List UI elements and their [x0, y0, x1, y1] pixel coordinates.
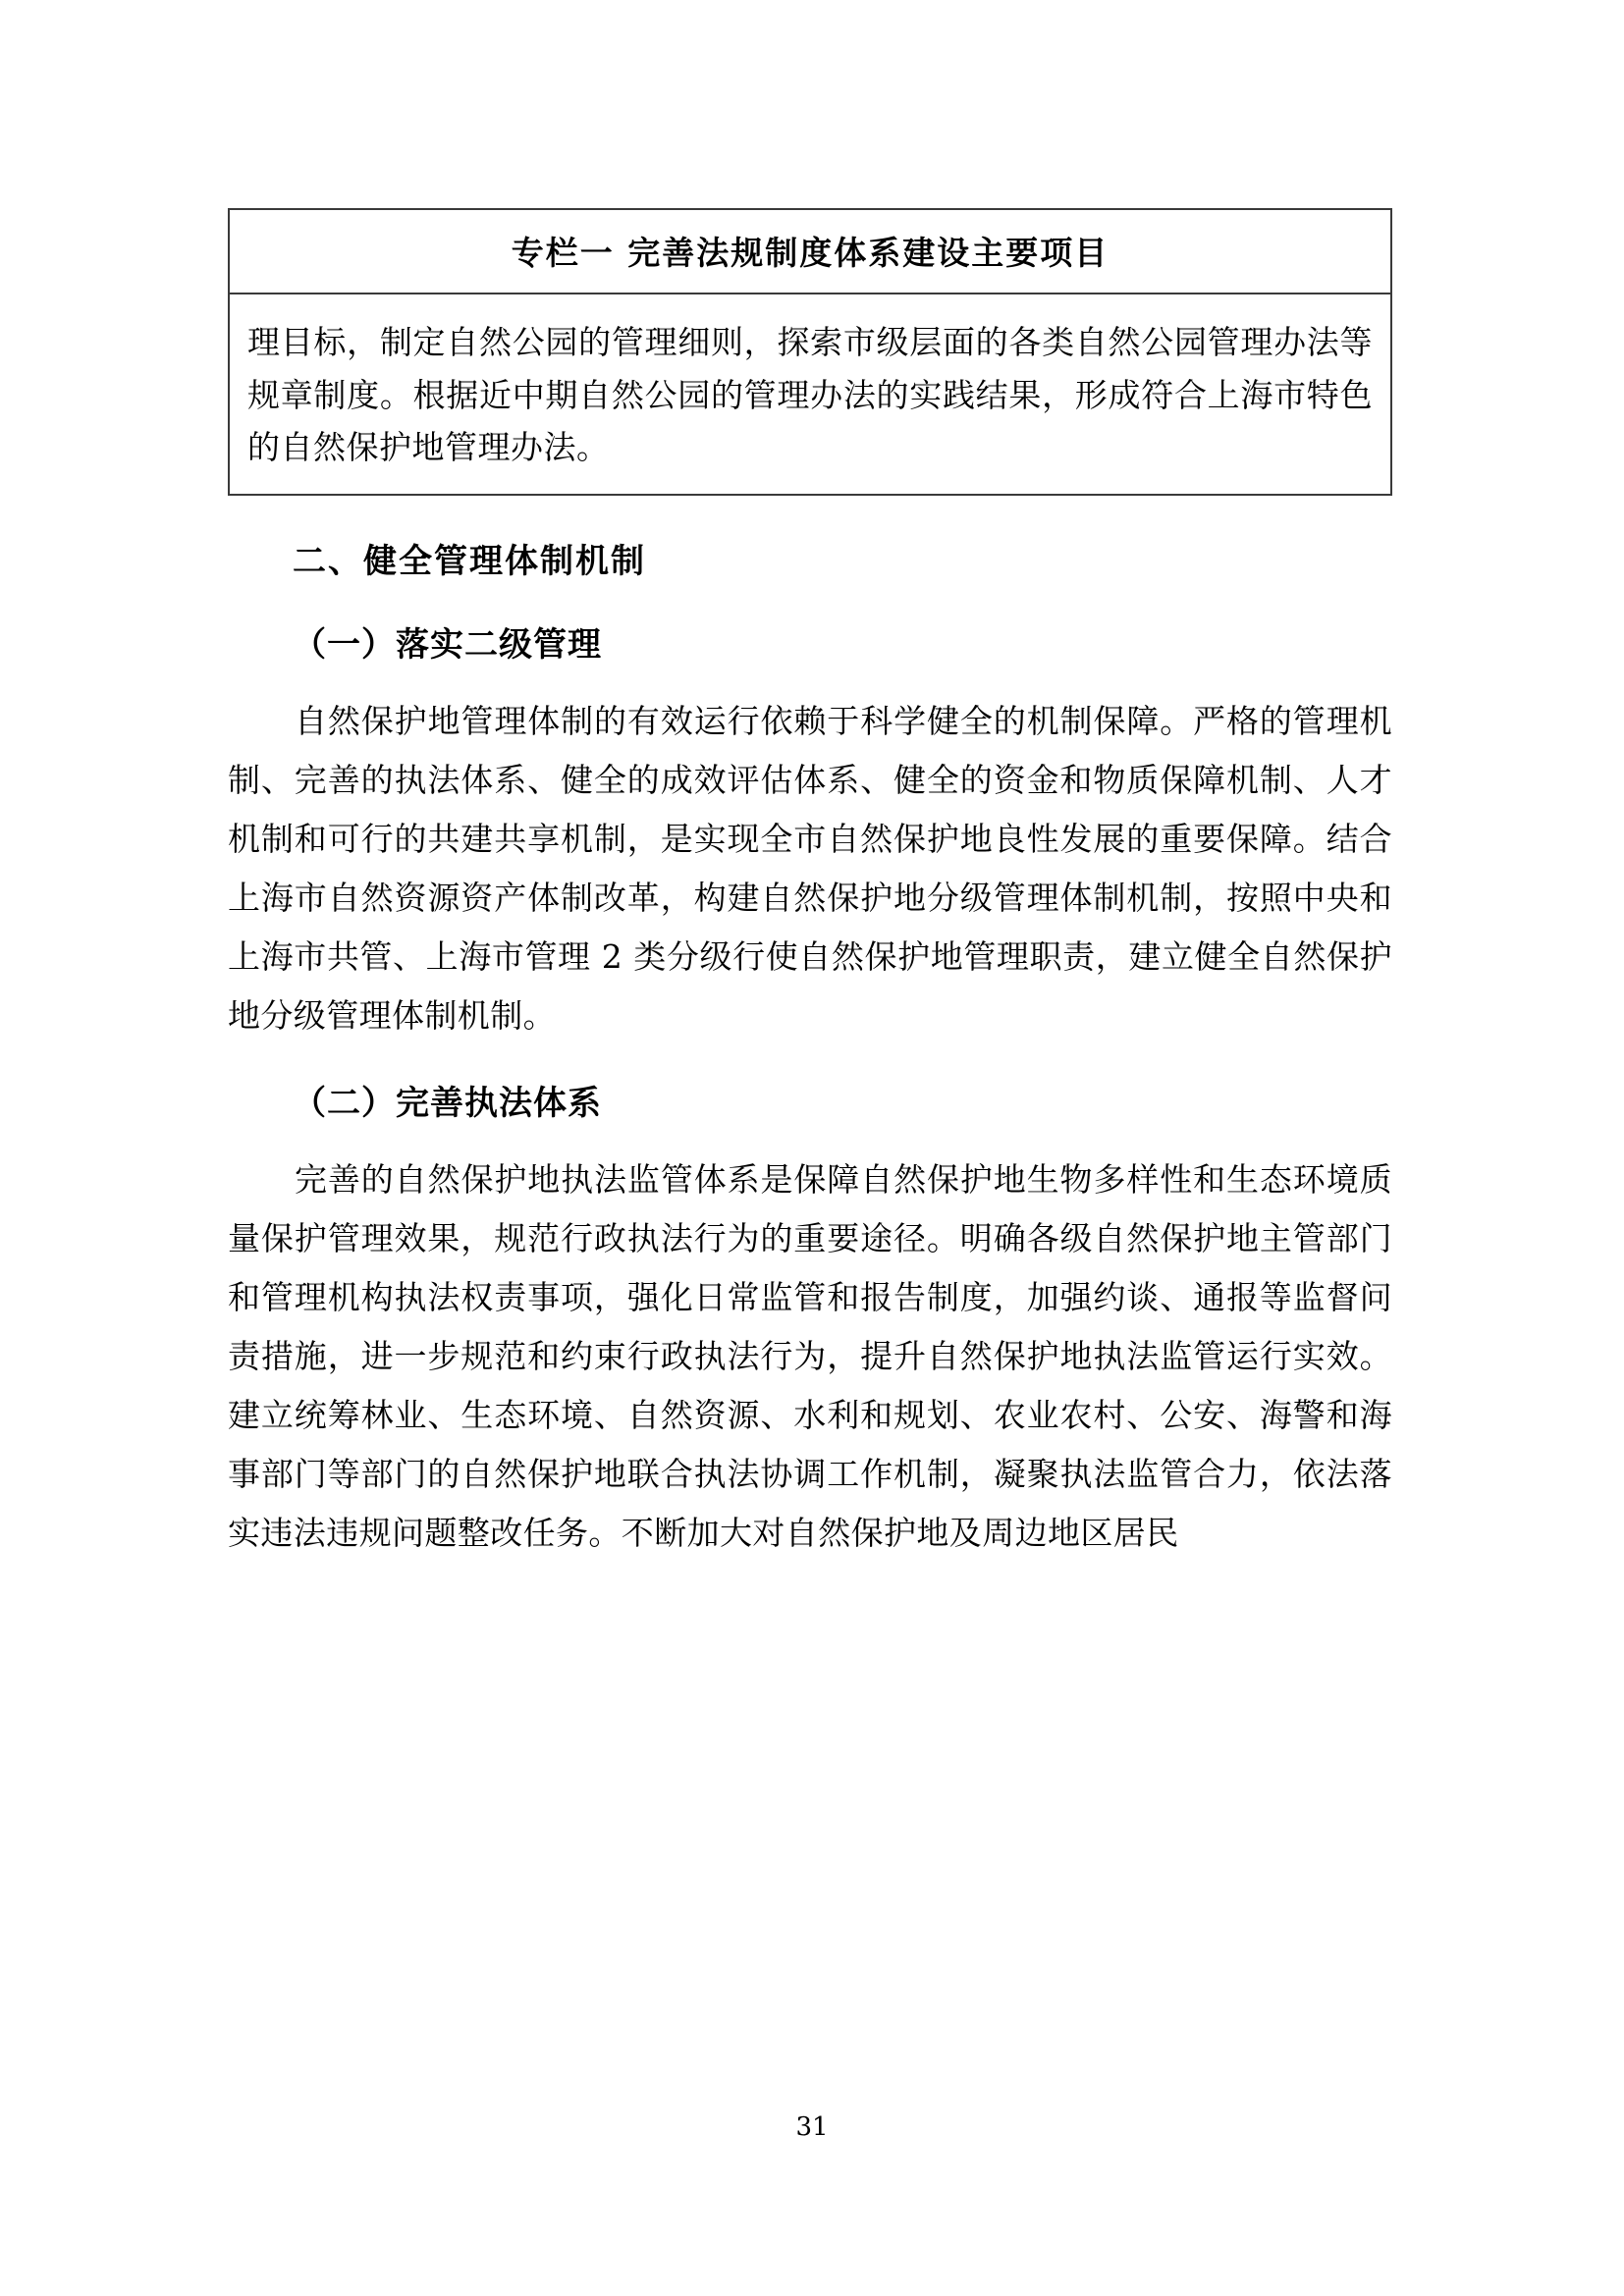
- callout-body: [230, 294, 1390, 493]
- subsection-2-paragraph-1: 完善的自然保护地执法监管体系是保障自然保护地生物多样性和生态环境质量保护管理效果，规范行政执法行为的重要途径。明确各级自然保护地主管部门和管理机构执法权责事项，强化日常监管和报告制度，加强约谈、通报等监督问责措施，进一步规范和约束行政执法行为，提升自然保护地执法监管运行实效。建立统筹林业、生态环境、自然资源、水利和规划、农业农村、公安、海警和海事部门等部门的自然保护地联合执法协调工作机制，凝聚执法监管合力，依法落实违法违规问题整改任务。不断加大对自然保护地及周边地区居民: [228, 1159, 1392, 1553]
- subsection-heading-2: （二）完善执法体系: [293, 1083, 602, 1123]
- subsection-1-paragraph-1: 自然保护地管理体制的有效运行依赖于科学健全的机制保障。严格的管理机制、完善的执法体系、健全的成效评估体系、健全的资金和物质保障机制、人才机制和可行的共建共享机制，是实现全市自然保护地良性发展的重要保障。结合上海市自然资源资产体制改革，构建自然保护地分级管理体制机制，按照中央和上海市共管、上海市管理 2 类分级行使自然保护地管理职责，建立健全自然保护地分级管理体制机制。: [228, 701, 1392, 1035]
- subsection-heading-1: （一）落实二级管理: [293, 624, 602, 665]
- page-content: [228, 0, 1392, 1563]
- callout-box: [228, 208, 1392, 496]
- callout-body-text: 理目标，制定自然公园的管理细则，探索市级层面的各类自然公园管理办法等规章制度。根据近中期自然公园的管理办法的实践结果，形成符合上海市特色的自然保护地管理办法。: [247, 323, 1373, 467]
- page-number: 31: [795, 2112, 829, 2142]
- section-heading-2: 二、健全管理体制机制: [293, 541, 646, 581]
- callout-title: 专栏一 完善法规制度体系建设主要项目: [230, 210, 1390, 294]
